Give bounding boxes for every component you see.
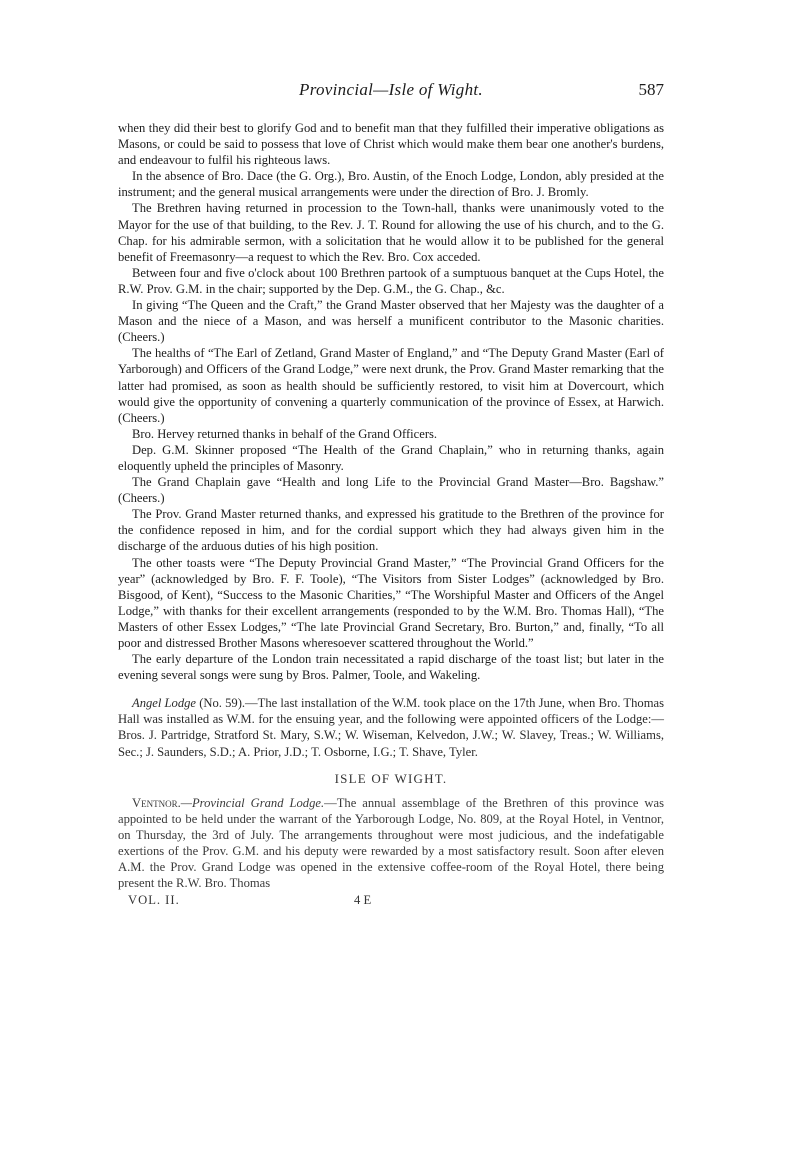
paragraph: The Grand Chaplain gave “Health and long Life to the Provincial Grand Master—Bro. Bagshaw.” (Cheers.) <box>118 475 664 506</box>
volume-label: VOL. II. <box>128 893 180 908</box>
paragraph <box>118 695 664 759</box>
lodge-name: —Provincial Grand Lodge. <box>180 795 325 810</box>
paragraph: In the absence of Bro. Dace (the G. Org.), Bro. Austin, of the Enoch Lodge, London, ably presided at the instrument; and the general musical arrangements were under the direction of Bro. J. Bromly. <box>118 169 664 200</box>
running-title: Provincial—Isle of Wight. <box>299 80 483 99</box>
paragraph: Dep. G.M. Skinner proposed “The Health of the Grand Chaplain,” who in returning thanks, again eloquently upheld the principles of Masonry. <box>118 442 664 473</box>
paragraph: The Brethren having returned in procession to the Town-hall, thanks were unanimously voted to the Mayor for the use of that building, to the Rev. J. T. Round for allowing the use of his church, and to the G. Chap. for his admirable sermon, with a solicitation that he would allow it to be published for the general benefit of Freemasonry—a request to which the Rev. Bro. Cox acceded. <box>118 201 664 264</box>
page <box>118 80 664 911</box>
section-heading: ISLE OF WIGHT. <box>334 770 448 786</box>
paragraph: In giving “The Queen and the Craft,” the Grand Master observed that her Majesty was the daughter of a Mason and the niece of a Mason, and was herself a munificent contributor to the Masonic charities. (Cheers.) <box>118 298 664 345</box>
paragraph: The early departure of the London train necessitated a rapid discharge of the toast list; but later in the evening several songs were sung by Bros. Palmer, Toole, and Wakeling. <box>118 652 664 683</box>
paragraph: The Prov. Grand Master returned thanks, and expressed his gratitude to the Brethren of the province for the confidence reposed in him, and for the cordial support which they had always given him in the discharge of the arduous duties of his high position. <box>118 507 664 554</box>
running-head <box>118 80 664 120</box>
lodge-name: Angel Lodge <box>132 696 197 711</box>
page-number: 587 <box>638 80 664 99</box>
place-name: Ventnor. <box>132 795 181 810</box>
signature-mark: 4 E <box>354 893 372 908</box>
paragraph: when they did their best to glorify God and to benefit man that they fulfilled their imperative obligations as Masons, or could be said to possess that love of Christ which would make them bear one another's burdens, and endeavour to fulfil his righteous laws. <box>118 121 664 168</box>
banquet-report <box>118 120 664 683</box>
paragraph-text: (No. 59).—The last installation of the W.M. took place on the 17th June, when Bro. Thomas Hall was installed as W.M. for the ensuing year, and the following were appointed officers of the Lodge:—Bros. J. Partridge, Stratford St. Mary, S.W.; W. Wiseman, Kelvedon, J.W.; W. Slavey, Treas.; W. Williams, Sec.; J. Saunders, S.D.; A. Prior, J.D.; T. Osborne, I.G.; T. Shave, Tyler. <box>118 696 664 759</box>
ventnor-report <box>118 795 664 892</box>
angel-lodge-report <box>118 695 664 759</box>
paragraph-text: —The annual assemblage of the Brethren of this province was appointed to be held under the warrant of the Yarborough Lodge, No. 809, at the Royal Hotel, in Ventnor, on Thursday, the 3rd of July. The arrangements throughout were most judicious, and the indefatigable exertions of the Prov. G.M. and his deputy were rewarded by a most satisfactory result. Soon after eleven A.M. the Prov. Grand Lodge was opened in the extensive coffee-room of the Royal Hotel, there being present the R.W. Bro. Thomas <box>118 795 664 891</box>
paragraph: The healths of “The Earl of Zetland, Grand Master of England,” and “The Deputy Grand Master (Earl of Yarborough) and Officers of the Grand Lodge,” were next drunk, the Prov. Grand Master remarking that the latter had promised, as soon as health should be sufficiently restored, to visit him at Dovercourt, which would give the opportunity of convening a quarterly communication of the province of Essex, at Harwich. (Cheers.) <box>118 346 664 425</box>
paragraph <box>118 795 664 892</box>
paragraph: Bro. Hervey returned thanks in behalf of the Grand Officers. <box>132 426 438 441</box>
page-footer <box>118 893 664 911</box>
paragraph: The other toasts were “The Deputy Provincial Grand Master,” “The Provincial Grand Officers for the year” (acknowledged by Bro. F. F. Toole), “The Visitors from Sister Lodges” (acknowledged by Bro. Bisgood, of Kent), “Success to the Masonic Charities,” “The Worshipful Master and Officers of the Angel Lodge,” with thanks for their excellent arrangements (responded to by the W.M. Bro. Thomas Hall), “The Masters of other Essex Lodges,” “The late Provincial Grand Secretary, Bro. Burton,” and, finally, “To all poor and distressed Brother Masons wheresoever scattered throughout the World.” <box>118 555 664 650</box>
paragraph: Between four and five o'clock about 100 Brethren partook of a sumptuous banquet at the Cups Hotel, the R.W. Prov. G.M. in the chair; supported by the Dep. G.M., the G. Chap., &c. <box>118 265 664 296</box>
